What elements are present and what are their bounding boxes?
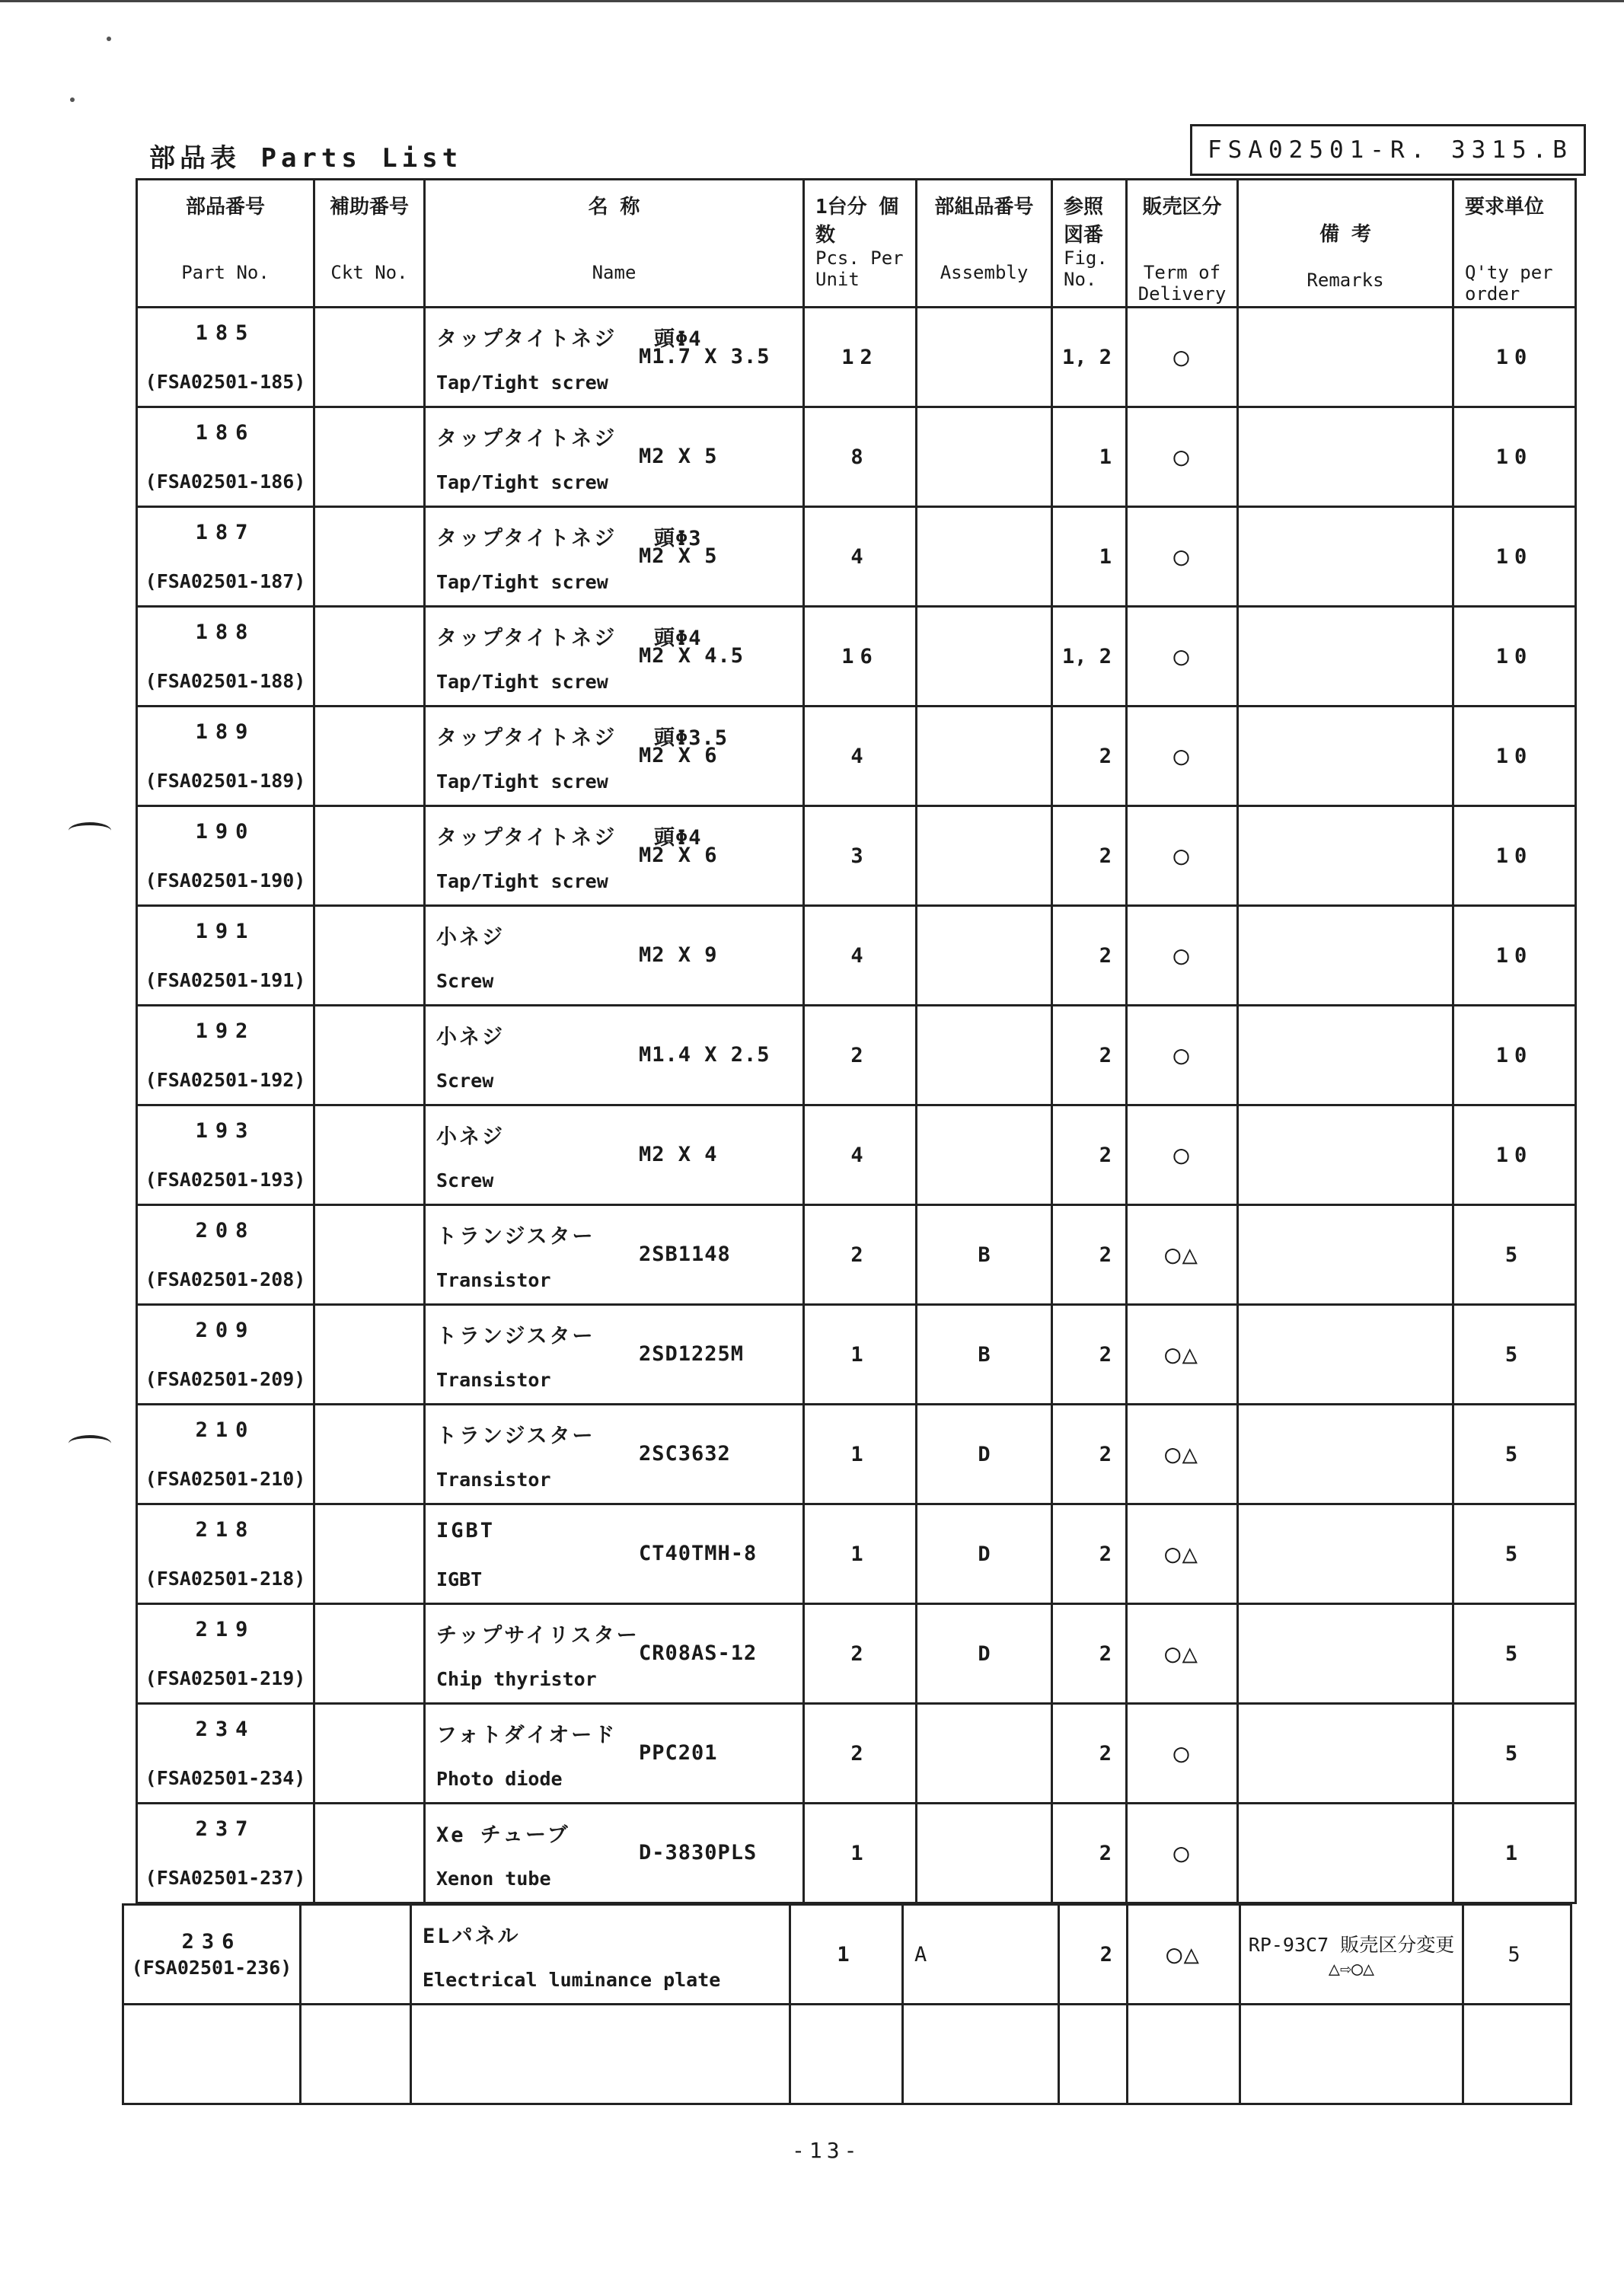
qty-per-order-cell: 10 (1453, 507, 1576, 607)
fig-number-cell: 2 (1052, 1604, 1127, 1704)
part-name-cell: タップタイトネジ 頭Φ4 M2 X 4.5 Tap/Tight screw (425, 607, 804, 707)
table-row (137, 308, 1576, 407)
parts-table-continuation (122, 1903, 1572, 2105)
pcs-per-unit-cell: 16 (804, 607, 917, 707)
header-assembly: 部組品番号 Assembly (917, 180, 1052, 308)
ckt-number-cell (314, 1804, 425, 1903)
fig-number-cell: 2 (1059, 1905, 1128, 2005)
part-number-cell: 219 (FSA02501-219) (137, 1604, 314, 1704)
part-number-cell: 210 (FSA02501-210) (137, 1405, 314, 1504)
part-name-cell: タップタイトネジ 頭Φ3 M2 X 5 Tap/Tight screw (425, 507, 804, 607)
ckt-number-cell (314, 507, 425, 607)
remarks-cell (1238, 407, 1453, 507)
part-number-cell: 187 (FSA02501-187) (137, 507, 314, 607)
fig-number-cell: 2 (1052, 707, 1127, 806)
assembly-cell: B (917, 1305, 1052, 1405)
remarks-cell (1238, 1405, 1453, 1504)
part-name-cell: タップタイトネジ 頭Φ4 M2 X 6 Tap/Tight screw (425, 806, 804, 906)
pcs-per-unit-cell: 4 (804, 707, 917, 806)
term-of-delivery-cell: ○ (1127, 407, 1238, 507)
table-row (137, 806, 1576, 906)
assembly-cell (917, 806, 1052, 906)
part-name-cell: Xe チューブ D-3830PLS Xenon tube (425, 1804, 804, 1903)
part-number-cell: 236 (FSA02501-236) (123, 1905, 301, 2005)
qty-per-order-cell: 10 (1453, 906, 1576, 1006)
pcs-per-unit-cell: 4 (804, 507, 917, 607)
part-number-cell: 193 (FSA02501-193) (137, 1105, 314, 1205)
assembly-cell (917, 308, 1052, 407)
ckt-number-cell (314, 707, 425, 806)
header-part-no: 部品番号 Part No. (137, 180, 314, 308)
page-title: 部品表 Parts List (149, 143, 463, 174)
part-name-cell: 小ネジ M2 X 9 Screw (425, 906, 804, 1006)
remarks-cell (1238, 806, 1453, 906)
term-of-delivery-cell: ○ (1127, 308, 1238, 407)
table-row (137, 1105, 1576, 1205)
pcs-per-unit-cell: 8 (804, 407, 917, 507)
header-fig-no: 参照 図番 Fig. No. (1052, 180, 1127, 308)
part-number-cell: 237 (FSA02501-237) (137, 1804, 314, 1903)
part-number-cell: 234 (FSA02501-234) (137, 1704, 314, 1804)
part-name-cell: タップタイトネジ 頭Φ3.5 M2 X 6 Tap/Tight screw (425, 707, 804, 806)
pcs-per-unit-cell: 1 (804, 1504, 917, 1604)
assembly-cell: B (917, 1205, 1052, 1305)
remarks-cell (1238, 707, 1453, 806)
assembly-cell (917, 407, 1052, 507)
parts-table-body (137, 308, 1576, 1903)
ckt-number-cell (314, 1105, 425, 1205)
table-row (137, 906, 1576, 1006)
qty-per-order-cell: 10 (1453, 1006, 1576, 1105)
binder-hole-mark (69, 1435, 111, 1452)
assembly-cell (917, 707, 1052, 806)
ckt-number-cell (301, 1905, 411, 2005)
fig-number-cell: 2 (1052, 906, 1127, 1006)
qty-per-order-cell: 5 (1453, 1704, 1576, 1804)
header-term-of-delivery: 販売区分 Term of Delivery (1127, 180, 1238, 308)
remarks-cell (1238, 607, 1453, 707)
fig-number-cell: 2 (1052, 1704, 1127, 1804)
page-top-edge (0, 0, 1624, 2)
pcs-per-unit-cell: 4 (804, 906, 917, 1006)
parts-table (136, 178, 1577, 1904)
part-name-cell: タップタイトネジ 頭Φ4 M1.7 X 3.5 Tap/Tight screw (425, 308, 804, 407)
part-name-cell: タップタイトネジ M2 X 5 Tap/Tight screw (425, 407, 804, 507)
binder-hole-mark (69, 822, 111, 839)
ckt-number-cell (314, 1504, 425, 1604)
table-row (137, 1205, 1576, 1305)
qty-per-order-cell: 10 (1453, 707, 1576, 806)
term-of-delivery-cell: ○△ (1127, 1205, 1238, 1305)
page-number: -13- (792, 2138, 862, 2163)
table-row (123, 1905, 1571, 2005)
table-row (137, 407, 1576, 507)
pcs-per-unit-cell: 2 (804, 1006, 917, 1105)
part-name-cell: トランジスター 2SC3632 Transistor (425, 1405, 804, 1504)
part-name-cell: 小ネジ M2 X 4 Screw (425, 1105, 804, 1205)
part-number-cell: 218 (FSA02501-218) (137, 1504, 314, 1604)
term-of-delivery-cell: ○ (1127, 1006, 1238, 1105)
ckt-number-cell (314, 806, 425, 906)
part-number-cell: 186 (FSA02501-186) (137, 407, 314, 507)
remarks-cell (1238, 308, 1453, 407)
part-name-cell: チップサイリスター CR08AS-12 Chip thyristor (425, 1604, 804, 1704)
header-row (137, 180, 1576, 308)
header-remarks: 備 考 Remarks (1238, 180, 1453, 308)
assembly-cell: D (917, 1604, 1052, 1704)
fig-number-cell: 2 (1052, 1504, 1127, 1604)
header-qty-per-order: 要求単位 Q'ty per order (1453, 180, 1576, 308)
ckt-number-cell (314, 407, 425, 507)
table-row (137, 1504, 1576, 1604)
part-name-cell: トランジスター 2SD1225M Transistor (425, 1305, 804, 1405)
term-of-delivery-cell: ○ (1127, 607, 1238, 707)
ckt-number-cell (314, 607, 425, 707)
ckt-number-cell (314, 1405, 425, 1504)
table-row (137, 507, 1576, 607)
fig-number-cell: 2 (1052, 1205, 1127, 1305)
part-name-cell: 小ネジ M1.4 X 2.5 Screw (425, 1006, 804, 1105)
table-row (137, 1604, 1576, 1704)
part-number-cell: 191 (FSA02501-191) (137, 906, 314, 1006)
part-number-cell: 209 (FSA02501-209) (137, 1305, 314, 1405)
assembly-cell (917, 1105, 1052, 1205)
table-row (137, 1804, 1576, 1903)
qty-per-order-cell: 5 (1453, 1604, 1576, 1704)
qty-per-order-cell: 10 (1453, 607, 1576, 707)
remarks-cell (1238, 906, 1453, 1006)
assembly-cell (917, 1704, 1052, 1804)
term-of-delivery-cell: ○ (1127, 707, 1238, 806)
term-of-delivery-cell: ○ (1127, 1704, 1238, 1804)
fig-number-cell: 1, 2 (1052, 308, 1127, 407)
header-name: 名 称 Name (425, 180, 804, 308)
qty-per-order-cell: 10 (1453, 407, 1576, 507)
fig-number-cell: 2 (1052, 806, 1127, 906)
table-row (137, 1704, 1576, 1804)
remarks-cell (1238, 1205, 1453, 1305)
ckt-number-cell (314, 1205, 425, 1305)
term-of-delivery-cell: ○△ (1127, 1305, 1238, 1405)
assembly-cell (917, 1804, 1052, 1903)
qty-per-order-cell: 10 (1453, 806, 1576, 906)
ckt-number-cell (314, 1704, 425, 1804)
remarks-cell (1238, 1006, 1453, 1105)
pcs-per-unit-cell: 1 (790, 1905, 903, 2005)
pcs-per-unit-cell: 12 (804, 308, 917, 407)
empty-row (123, 2005, 1571, 2104)
assembly-cell: D (917, 1504, 1052, 1604)
pcs-per-unit-cell: 2 (804, 1205, 917, 1305)
header-ckt-no: 補助番号 Ckt No. (314, 180, 425, 308)
remarks-cell (1238, 1804, 1453, 1903)
table-row (137, 607, 1576, 707)
part-name-cell: IGBT CT40TMH-8 IGBT (425, 1504, 804, 1604)
table-row (137, 1006, 1576, 1105)
qty-per-order-cell: 5 (1453, 1504, 1576, 1604)
ckt-number-cell (314, 906, 425, 1006)
part-number-cell: 190 (FSA02501-190) (137, 806, 314, 906)
pcs-per-unit-cell: 3 (804, 806, 917, 906)
term-of-delivery-cell: ○ (1127, 806, 1238, 906)
qty-per-order-cell: 10 (1453, 1105, 1576, 1205)
remarks-cell: RP-93C7 販売区分変更 △⇨○△ (1240, 1905, 1463, 2005)
table-row (137, 1305, 1576, 1405)
fig-number-cell: 2 (1052, 1006, 1127, 1105)
remarks-cell (1238, 507, 1453, 607)
pcs-per-unit-cell: 4 (804, 1105, 917, 1205)
part-name-cell: ELパネル Electrical luminance plate (411, 1905, 790, 2005)
qty-per-order-cell: 1 (1453, 1804, 1576, 1903)
term-of-delivery-cell: ○ (1127, 906, 1238, 1006)
part-number-cell: 188 (FSA02501-188) (137, 607, 314, 707)
qty-per-order-cell: 5 (1453, 1405, 1576, 1504)
fig-number-cell: 2 (1052, 1105, 1127, 1205)
assembly-cell (917, 1006, 1052, 1105)
remarks-cell (1238, 1105, 1453, 1205)
part-number-cell: 208 (FSA02501-208) (137, 1205, 314, 1305)
term-of-delivery-cell: ○ (1127, 1804, 1238, 1903)
assembly-cell (917, 906, 1052, 1006)
part-name-cell: トランジスター 2SB1148 Transistor (425, 1205, 804, 1305)
remarks-cell (1238, 1704, 1453, 1804)
fig-number-cell: 2 (1052, 1405, 1127, 1504)
term-of-delivery-cell: ○△ (1127, 1405, 1238, 1504)
fig-number-cell: 1 (1052, 407, 1127, 507)
remarks-cell (1238, 1604, 1453, 1704)
scan-speck (70, 97, 75, 102)
document-number: FSA02501-R. 3315.B (1190, 124, 1586, 176)
term-of-delivery-cell: ○ (1127, 1105, 1238, 1205)
assembly-cell: A (903, 1905, 1059, 2005)
fig-number-cell: 2 (1052, 1305, 1127, 1405)
part-number-cell: 185 (FSA02501-185) (137, 308, 314, 407)
scan-speck (107, 37, 111, 41)
remarks-cell (1238, 1305, 1453, 1405)
qty-per-order-cell: 5 (1463, 1905, 1571, 2005)
pcs-per-unit-cell: 1 (804, 1405, 917, 1504)
part-number-cell: 192 (FSA02501-192) (137, 1006, 314, 1105)
assembly-cell (917, 607, 1052, 707)
ckt-number-cell (314, 308, 425, 407)
assembly-cell (917, 507, 1052, 607)
term-of-delivery-cell: ○△ (1128, 1905, 1240, 2005)
term-of-delivery-cell: ○△ (1127, 1604, 1238, 1704)
pcs-per-unit-cell: 2 (804, 1704, 917, 1804)
assembly-cell: D (917, 1405, 1052, 1504)
fig-number-cell: 1, 2 (1052, 607, 1127, 707)
qty-per-order-cell: 5 (1453, 1305, 1576, 1405)
pcs-per-unit-cell: 1 (804, 1305, 917, 1405)
ckt-number-cell (314, 1305, 425, 1405)
table-row (137, 707, 1576, 806)
term-of-delivery-cell: ○ (1127, 507, 1238, 607)
fig-number-cell: 1 (1052, 507, 1127, 607)
ckt-number-cell (314, 1604, 425, 1704)
table-row (137, 1405, 1576, 1504)
term-of-delivery-cell: ○△ (1127, 1504, 1238, 1604)
qty-per-order-cell: 10 (1453, 308, 1576, 407)
remarks-cell (1238, 1504, 1453, 1604)
ckt-number-cell (314, 1006, 425, 1105)
pcs-per-unit-cell: 1 (804, 1804, 917, 1903)
qty-per-order-cell: 5 (1453, 1205, 1576, 1305)
pcs-per-unit-cell: 2 (804, 1604, 917, 1704)
fig-number-cell: 2 (1052, 1804, 1127, 1903)
header-pcs-per-unit: 1台分 個数 Pcs. Per Unit (804, 180, 917, 308)
part-number-cell: 189 (FSA02501-189) (137, 707, 314, 806)
part-name-cell: フォトダイオード PPC201 Photo diode (425, 1704, 804, 1804)
